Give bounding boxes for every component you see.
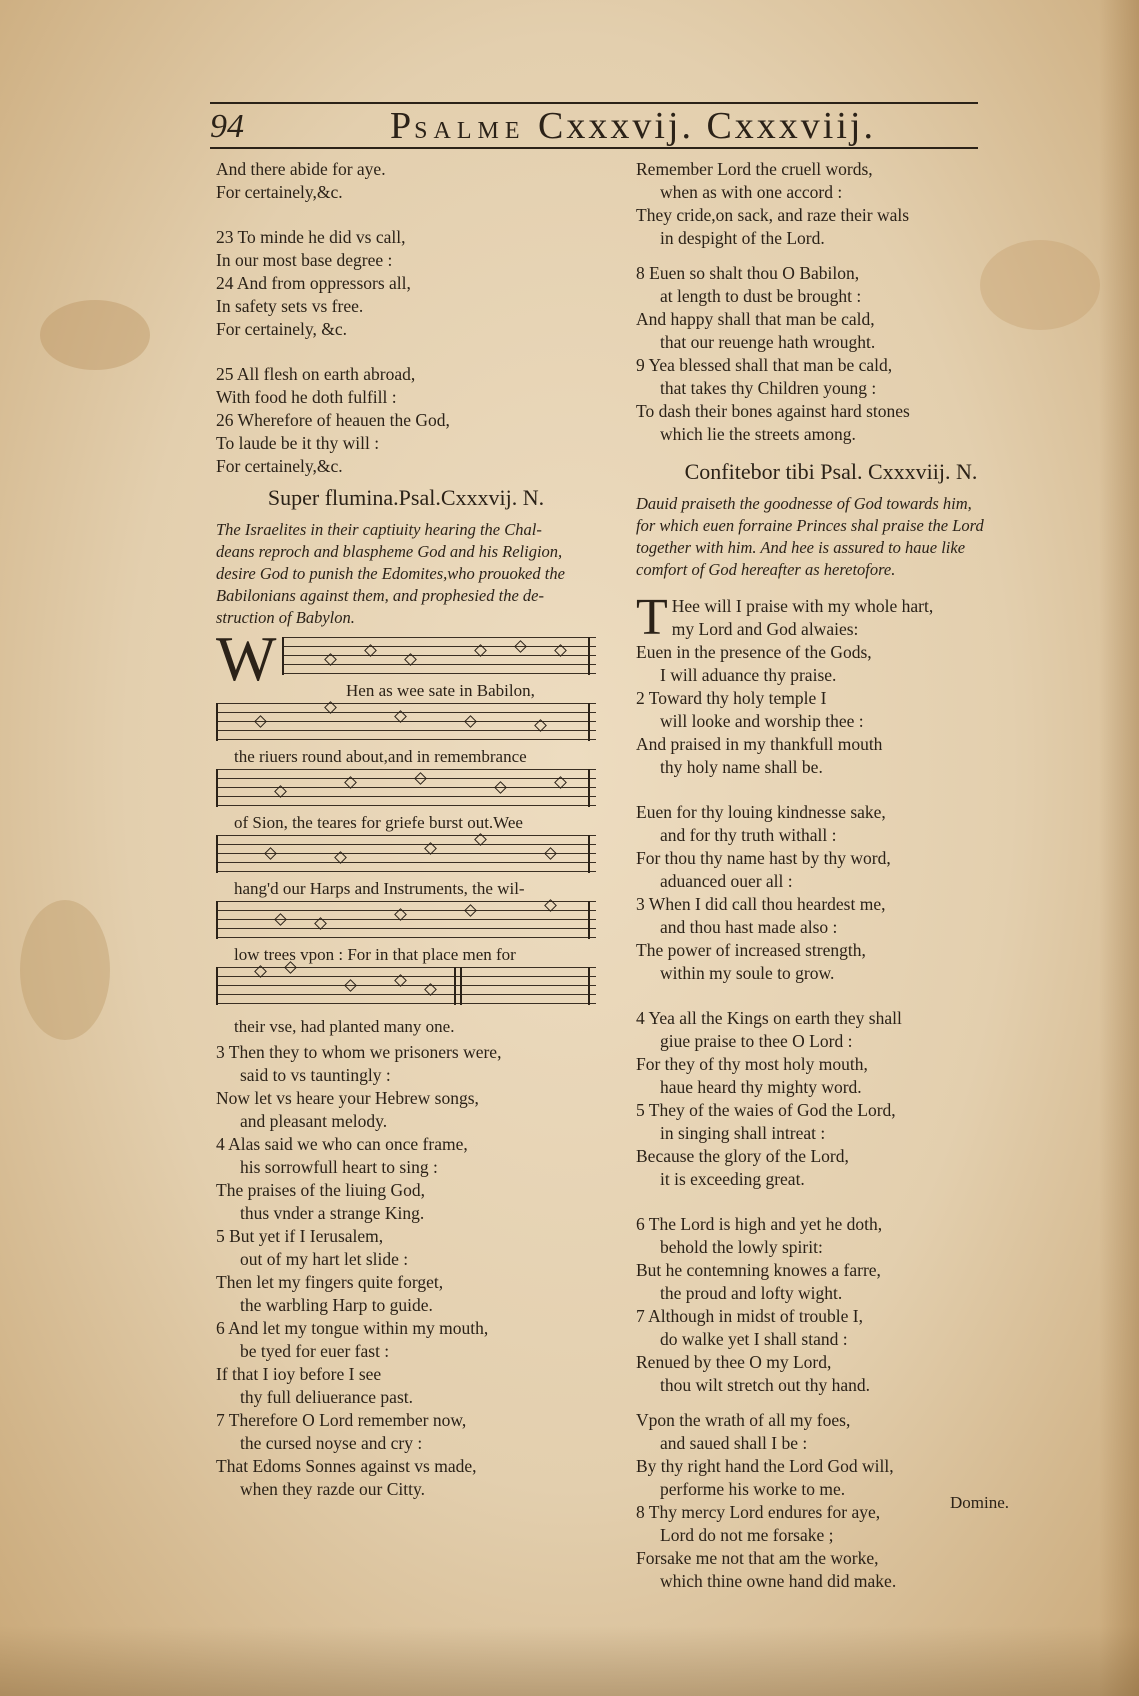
music-lyric-line: hang'd our Harps and Instruments, the wil-: [234, 879, 525, 898]
verse-line: thus vnder a strange King.: [240, 1203, 425, 1223]
verse-line: at length to dust be brought :: [660, 286, 862, 306]
verse-line: Vpon the wrath of all my foes,: [636, 1410, 851, 1430]
verse-line: and saued shall I be :: [660, 1433, 808, 1453]
verse-line: Hee will I praise with my whole hart,: [671, 596, 934, 616]
music-stave: [216, 765, 596, 831]
verse-line: But he contemning knowes a farre,: [636, 1260, 881, 1280]
page-edge-right: [1099, 0, 1139, 1696]
verse-line: and thou hast made also :: [660, 917, 838, 937]
verse-line: that our reuenge hath wrought.: [660, 332, 876, 352]
verse-line: In safety sets vs free.: [216, 296, 364, 316]
verse-line: 8 Euen so shalt thou O Babilon,: [636, 263, 860, 283]
verse-line: 7 Therefore O Lord remember now,: [216, 1410, 467, 1430]
verse-line: 9 Yea blessed shall that man be cald,: [636, 355, 893, 375]
verse-line: my Lord and God alwaies:: [671, 619, 859, 639]
running-title-prefix: P: [390, 105, 415, 147]
verse-line: when as with one accord :: [660, 182, 843, 202]
verse-line: They cride,on sack, and raze their wals: [636, 205, 910, 225]
verse-line: To laude be it thy will :: [216, 433, 380, 453]
verse-line: the warbling Harp to guide.: [240, 1295, 433, 1315]
staff-lines: [216, 901, 596, 939]
verse-line: which thine owne hand did make.: [660, 1571, 897, 1591]
verse-line: Forsake me not that am the worke,: [636, 1548, 879, 1568]
verse-line: Lord do not me forsake ;: [660, 1525, 834, 1545]
verse-line: Euen in the presence of the Gods,: [636, 642, 872, 662]
verse-line: And praised in my thankfull mouth: [636, 734, 883, 754]
verse-line: the proud and lofty wight.: [660, 1283, 843, 1303]
page-edge-bottom: [0, 1626, 1139, 1696]
verse-block: [636, 158, 1026, 250]
verse-line: For certainely,&c.: [216, 182, 343, 202]
argument-line: Babilonians against them, and prophesied the de-: [216, 586, 544, 605]
verse-line: Remember Lord the cruell words,: [636, 159, 873, 179]
bar-line: [216, 835, 218, 873]
verse-line: 24 And from oppressors all,: [216, 273, 411, 293]
verse-line: thou wilt stretch out thy hand.: [660, 1375, 870, 1395]
verse-line: 7 Although in midst of trouble I,: [636, 1306, 864, 1326]
bar-line: [454, 967, 456, 1005]
verse-line: and for thy truth withall :: [660, 825, 837, 845]
argument-line: desire God to punish the Edomites,who prouoked the: [216, 564, 565, 583]
verse-line: And happy shall that man be cald,: [636, 309, 875, 329]
music-stave: [216, 963, 596, 1036]
verse-line: within my soule to grow.: [660, 963, 835, 983]
verse-line: aduanced ouer all :: [660, 871, 793, 891]
music-lyric-line: their vse, had planted many one.: [234, 1017, 455, 1036]
verse-line: 4 Alas said we who can once frame,: [216, 1134, 468, 1154]
argument-line: deans reproch and blaspheme God and his Religion,: [216, 542, 563, 561]
verse-block: [216, 363, 596, 478]
verse-line: By thy right hand the Lord God will,: [636, 1456, 894, 1476]
verse-line: In our most base degree :: [216, 250, 393, 270]
music-stave: [216, 699, 596, 765]
folio-number: 94: [210, 108, 244, 145]
verse-block: [216, 158, 596, 204]
verse-line: 2 Toward thy holy temple I: [636, 688, 827, 708]
verse-line: the cursed noyse and cry :: [240, 1433, 423, 1453]
music-lyric-line: the riuers round about,and in remembrance: [234, 747, 527, 766]
music-stave: [216, 831, 596, 897]
bar-line: [460, 967, 462, 1005]
verse-line: The power of increased strength,: [636, 940, 866, 960]
verse-block: [636, 1007, 1026, 1191]
drop-cap-w: W: [216, 623, 277, 694]
verse-line: 6 And let my tongue within my mouth,: [216, 1318, 489, 1338]
verse-block: [216, 1041, 596, 1501]
music-notation: [216, 623, 596, 1036]
bar-line: [588, 967, 590, 1005]
psalm-137-title: Super flumina.Psal.Cxxxvij. N.: [267, 485, 545, 510]
verse-line: The praises of the liuing God,: [216, 1180, 425, 1200]
verse-line: when they razde our Citty.: [240, 1479, 425, 1499]
verse-line: 3 When I did call thou heardest me,: [636, 894, 886, 914]
verse-line: For thou thy name hast by thy word,: [636, 848, 891, 868]
verse-line: 25 All flesh on earth abroad,: [216, 364, 416, 384]
bar-line: [216, 703, 218, 741]
verse-line: performe his worke to me.: [660, 1479, 846, 1499]
drop-cap-t: T: [636, 595, 668, 641]
bar-line: [216, 967, 218, 1005]
music-stave: [216, 623, 596, 700]
verse-block: [636, 801, 1026, 985]
argument-line: Dauid praiseth the goodnesse of God towards him,: [636, 494, 972, 513]
verse-block: [216, 226, 596, 341]
verse-line: which lie the streets among.: [660, 424, 856, 444]
psalm-138-opening: [636, 595, 1026, 641]
verse-line: And there abide for aye.: [216, 159, 386, 179]
verse-line: behold the lowly spirit:: [660, 1237, 823, 1257]
music-stave: [216, 897, 596, 963]
verse-line: thy full deliuerance past.: [240, 1387, 413, 1407]
psalm-138-argument: [636, 493, 1026, 581]
bar-line: [588, 835, 590, 873]
catchword: Domine.: [950, 1493, 1010, 1512]
verse-line: I will aduance thy praise.: [660, 665, 837, 685]
bar-line: [588, 769, 590, 807]
argument-line: together with him. And hee is assured to haue like: [636, 538, 966, 557]
verse-line: Renued by thee O my Lord,: [636, 1352, 832, 1372]
verse-line: it is exceeding great.: [660, 1169, 805, 1189]
verse-line: If that I ioy before I see: [216, 1364, 382, 1384]
verse-line: and pleasant melody.: [240, 1111, 388, 1131]
music-lyric-line: Hen as wee sate in Babilon,: [346, 681, 535, 700]
bar-line: [282, 637, 284, 675]
verse-line: 4 Yea all the Kings on earth they shall: [636, 1008, 902, 1028]
verse-line: thy holy name shall be.: [660, 757, 823, 777]
verse-line: out of my hart let slide :: [240, 1249, 409, 1269]
verse-line: haue heard thy mighty word.: [660, 1077, 862, 1097]
verse-block: [636, 1213, 1026, 1397]
verse-line: That Edoms Sonnes against vs made,: [216, 1456, 477, 1476]
verse-line: 8 Thy mercy Lord endures for aye,: [636, 1502, 881, 1522]
verse-line: will looke and worship thee :: [660, 711, 864, 731]
running-title-smallcaps: SALME: [414, 118, 526, 144]
verse-line: 23 To minde he did vs call,: [216, 227, 406, 247]
verse-line: do walke yet I shall stand :: [660, 1329, 848, 1349]
verse-line: said to vs tauntingly :: [240, 1065, 391, 1085]
verse-line: For certainely, &c.: [216, 319, 348, 339]
verse-line: in despight of the Lord.: [660, 228, 825, 248]
argument-line: struction of Babylon.: [216, 608, 355, 627]
verse-line: Then let my fingers quite forget,: [216, 1272, 444, 1292]
argument-line: The Israelites in their captiuity hearing the Chal-: [216, 520, 542, 539]
argument-line: comfort of God hereafter as heretofore.: [636, 560, 896, 579]
psalm-138-title: Confitebor tibi Psal. Cxxxviij. N.: [684, 459, 978, 484]
right-column: [636, 158, 1026, 1593]
verse-line: With food he doth fulfill :: [216, 387, 397, 407]
verse-line: 26 Wherefore of heauen the God,: [216, 410, 450, 430]
verse-block: [636, 641, 1026, 779]
staff-lines: [216, 769, 596, 807]
music-lyric-line: of Sion, the teares for griefe burst out.Wee: [234, 813, 523, 832]
verse-line: his sorrowfull heart to sing :: [240, 1157, 438, 1177]
psalm-137-argument: [216, 519, 596, 629]
verse-line: giue praise to thee O Lord :: [660, 1031, 853, 1051]
verse-block: [636, 262, 1026, 446]
verse-line: 6 The Lord is high and yet he doth,: [636, 1214, 883, 1234]
verse-line: For certainely,&c.: [216, 456, 343, 476]
running-title: [390, 104, 876, 148]
bar-line: [216, 769, 218, 807]
verse-line: To dash their bones against hard stones: [636, 401, 910, 421]
verse-line: Because the glory of the Lord,: [636, 1146, 849, 1166]
staff-lines: [216, 967, 596, 1005]
bar-line: [588, 637, 590, 675]
verse-line: 3 Then they to whom we prisoners were,: [216, 1042, 502, 1062]
bar-line: [588, 703, 590, 741]
header-rule-bottom: [210, 147, 978, 149]
verse-line: Now let vs heare your Hebrew songs,: [216, 1088, 479, 1108]
bar-line: [216, 901, 218, 939]
verse-line: 5 They of the waies of God the Lord,: [636, 1100, 896, 1120]
running-title-rest: Cxxxvij. Cxxxviij.: [537, 105, 876, 147]
verse-line: be tyed for euer fast :: [240, 1341, 390, 1361]
bar-line: [588, 901, 590, 939]
left-column: [216, 158, 596, 1501]
argument-line: for which euen forraine Princes shal praise the Lord: [636, 516, 984, 535]
stain: [40, 300, 150, 370]
music-lyric-line: low trees vpon : For in that place men for: [234, 945, 516, 964]
stain: [20, 900, 110, 1040]
verse-line: that takes thy Children young :: [660, 378, 877, 398]
verse-line: Euen for thy louing kindnesse sake,: [636, 802, 886, 822]
verse-line: in singing shall intreat :: [660, 1123, 826, 1143]
verse-line: 5 But yet if I Ierusalem,: [216, 1226, 384, 1246]
verse-line: For they of thy most holy mouth,: [636, 1054, 868, 1074]
